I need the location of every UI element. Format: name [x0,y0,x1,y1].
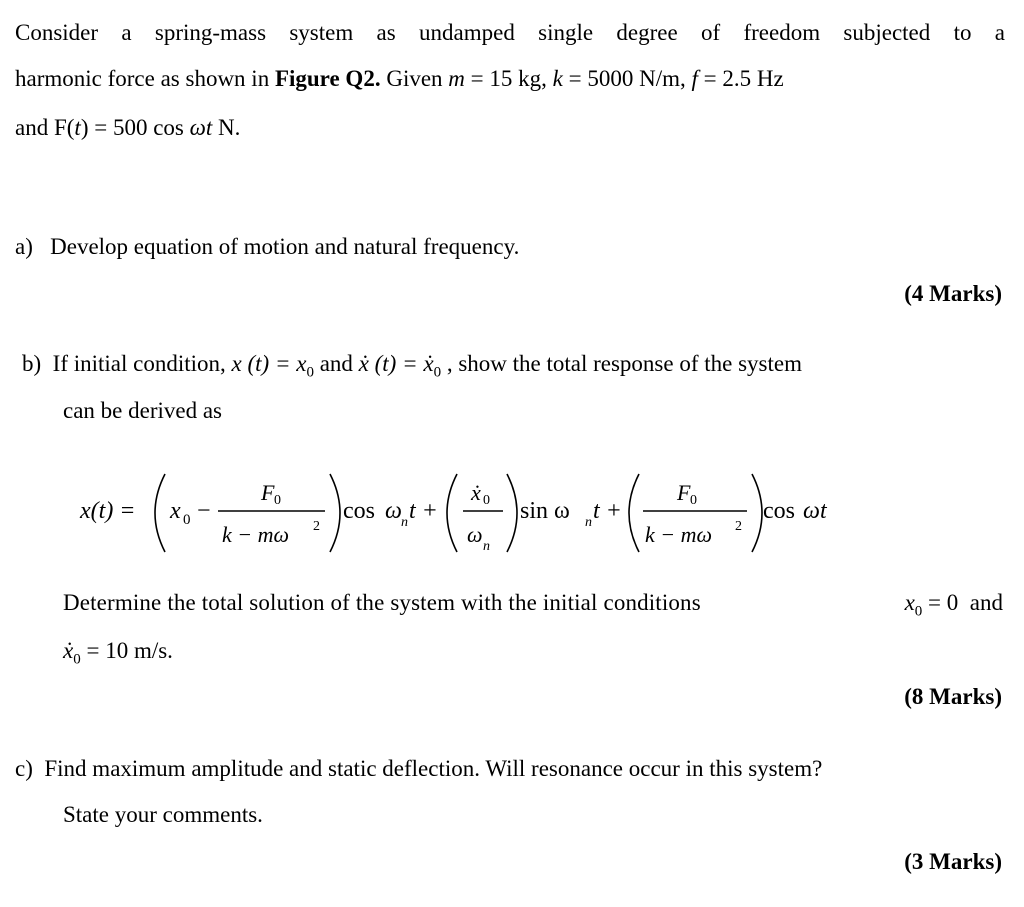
eq-wn-1: ω [385,498,402,524]
eq-cos-2: cos [763,498,795,524]
part-c-question [15,754,1005,784]
eq-wn-sub-2: n [585,515,592,530]
part-a-label: a) [15,234,33,259]
total-response-equation [75,466,975,561]
eq-F0-sub-2: 0 [690,493,697,508]
eq-paren-open-1 [155,474,165,552]
eq-wn-den: ω [467,522,483,547]
eq-den-sq-2: 2 [735,519,742,534]
mass-value: = 15 kg, [464,66,553,91]
eq-x0: x [170,498,181,524]
part-b-sub0-a: 0 [306,364,314,381]
part-b-text1: If initial condition, [52,351,232,376]
force-def-b: ) = 500 cos [80,115,190,140]
intro-given: Given [380,66,449,91]
part-b-xdot: ẋ [358,351,369,376]
intro-line-1 [15,18,1005,48]
eq-paren-close-1 [330,474,340,552]
part-b-cond2: (t) = ẋ [368,351,434,376]
force-omega-t: ωt [189,115,213,140]
part-b-cond1: (t) = x [241,351,307,376]
eq-den-sq-1: 2 [313,519,320,534]
equation-svg [75,466,975,561]
det-and: and [969,590,1003,615]
figure-ref: Figure Q2. [274,66,381,91]
det-eq0: = 0 [922,590,959,615]
part-b-and: and [313,351,359,376]
eq-cos-1: cos [343,498,375,524]
eq-lhs: x(t) = [80,498,136,524]
intro-line-1-text: Consider a spring-mass system as undamped single degree of freedom subjected to a [15,20,1005,45]
part-a-marks: (4 Marks) [904,281,1002,306]
det-xdot0: ẋ [63,638,74,663]
force-t: t [74,115,81,140]
eq-minus: − [197,498,211,524]
part-b-sub0-b: 0 [433,364,442,381]
eq-wt: ωt [803,498,827,524]
force-def-a: and F( [15,115,75,140]
det-x0-sub: 0 [914,603,923,620]
det-xdot0-value: = 10 m/s. [80,638,173,663]
stiffness-value: = 5000 N/m, [562,66,692,91]
part-b-determine-1 [63,588,1003,627]
part-b-determine-2 [63,636,173,675]
intro-line-3 [15,113,240,143]
frequency-symbol: f [691,66,698,91]
part-b-text1-end: , show the total response of the system [441,351,802,376]
eq-wn-den-sub: n [483,539,490,554]
part-b-determine-cond [905,588,1003,627]
part-b-label: b) [22,351,42,376]
eq-t-plus-2: t + [593,498,622,524]
part-c-marks: (3 Marks) [904,849,1002,874]
part-b-marks: (8 Marks) [904,684,1002,709]
det-xdot0-sub: 0 [73,651,81,668]
eq-x0-sub: 0 [183,512,191,528]
intro-line-2 [15,64,1005,94]
eq-xdot0: ẋ [471,480,481,505]
part-c-text1: Find maximum amplitude and static deflection. Will resonance occur in this system? [44,756,823,781]
eq-paren-open-3 [629,474,639,552]
det-x0: x [904,590,915,615]
mass-symbol: m [448,66,465,91]
eq-xdot0-sub: 0 [483,493,490,508]
eq-paren-close-2 [507,474,517,552]
frequency-value: = 2.5 Hz [697,66,784,91]
part-b-line2: can be derived as [63,398,223,423]
intro-line-2a: harmonic force as shown in [15,66,275,91]
part-b-question [22,349,1002,388]
part-c-label: c) [15,756,33,781]
stiffness-symbol: k [552,66,563,91]
eq-paren-open-2 [447,474,457,552]
force-def-c: N. [212,115,241,140]
eq-F0-num-2: F [677,480,691,505]
eq-den-1: k − mω [222,522,290,547]
part-a-text: Develop equation of motion and natural frequency. [50,234,520,259]
part-a-question [15,232,519,262]
eq-t-plus-1: t + [409,498,438,524]
eq-F0-num-1: F [261,480,275,505]
eq-paren-close-3 [752,474,762,552]
eq-den-2: k − mω [645,522,713,547]
part-c-line2: State your comments. [63,802,263,827]
eq-sin: sin ω [520,498,570,524]
part-b-x: x [231,351,242,376]
eq-wn-sub-1: n [401,515,408,530]
eq-F0-sub-1: 0 [274,493,281,508]
part-b-determine-text: Determine the total solution of the system with the initial conditions [63,590,701,615]
